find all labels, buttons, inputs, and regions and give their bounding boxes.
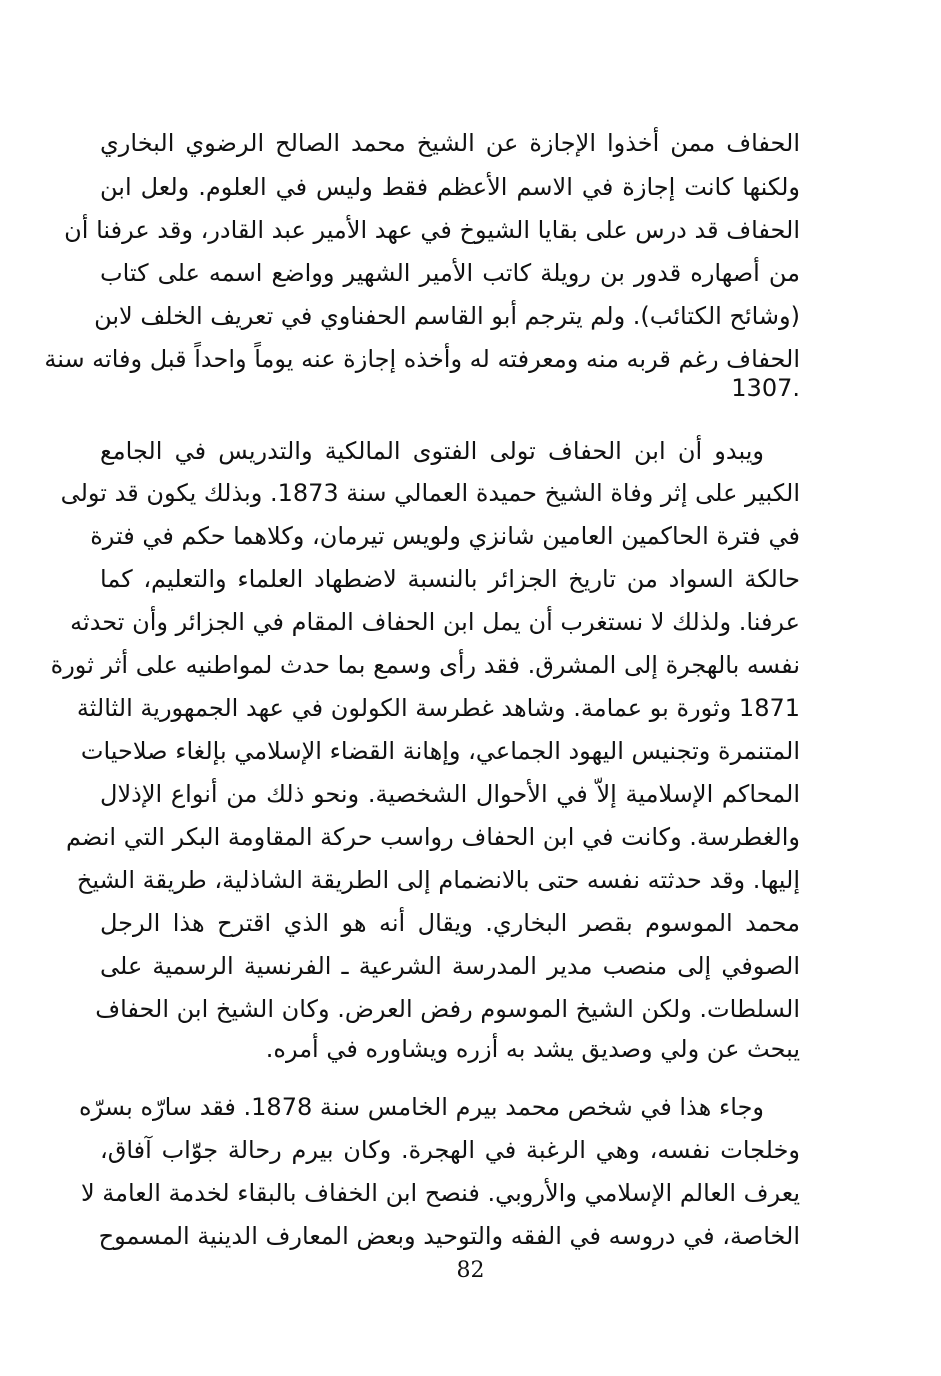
- text-line: نفسه بالهجرة إلى المشرق. فقد رأى وسمع بما حدث لمواطنيه على أثر ثورة: [50, 651, 800, 679]
- text-line: وجاء هذا في شخص محمد بيرم الخامس سنة 1878. فقد سارّه بسرّه: [78, 1093, 764, 1121]
- text-line: الكبير على إثر وفاة الشيخ حميدة العمالي سنة 1873. وبذلك يكون قد تولى: [60, 479, 800, 507]
- text-line: الحفاف ممن أخذوا الإجازة عن الشيخ محمد الصالح الرضوي البخاري: [100, 129, 800, 157]
- text-line: السلطات. ولكن الشيخ الموسوم رفض العرض. وكان الشيخ ابن الحفاف: [95, 995, 800, 1023]
- text-line: الصوفي إلى منصب مدير المدرسة الشرعية ـ الفرنسية الرسمية على: [100, 952, 800, 980]
- text-line: إليها. وقد حدثته نفسه حتى بالانضمام إلى الطريقة الشاذلية، طريقة الشيخ: [76, 866, 800, 894]
- text-line: .1307: [731, 374, 800, 402]
- text-line: في فترة الحاكمين العامين شانزي ولويس تيرمان، وكلاهما حكم في فترة: [90, 522, 800, 550]
- text-line: عرفنا. ولذلك لا نستغرب أن يمل ابن الحفاف المقام في الجزائر وأن تحدثه: [70, 608, 800, 636]
- text-line: الحفاف رغم قربه منه ومعرفته له وأخذه إجازة عنه يوماً واحداً قبل وفاته سنة: [44, 345, 800, 373]
- text-line: يبحث عن ولي وصديق يشد به أزره ويشاوره في أمره.: [265, 1035, 800, 1063]
- text-line: وخلجات نفسه، وهي الرغبة في الهجرة. وكان بيرم رحالة جوّاب آفاق،: [100, 1136, 800, 1164]
- text-line: من أصهاره قدور بن رويلة كاتب الأمير الشهير وواضع اسمه على كتاب: [100, 259, 800, 287]
- text-line: الحفاف قد درس على بقايا الشيوخ في عهد الأمير عبد القادر، وقد عرفنا أن: [64, 216, 800, 244]
- text-line: المحاكم الإسلامية إلاّ في الأحوال الشخصية. ونحو ذلك من أنواع الإذلال: [100, 780, 800, 808]
- text-line: 1871 وثورة بو عمامة. وشاهد غطرسة الكولون في عهد الجمهورية الثالثة: [76, 694, 800, 722]
- text-line: ولكنها كانت إجازة في الاسم الأعظم فقط وليس في العلوم. ولعل ابن: [100, 173, 800, 201]
- text-line: (وشائح الكتائب). ولم يترجم أبو القاسم الحفناوي في تعريف الخلف لابن: [94, 302, 800, 330]
- text-line: يعرف العالم الإسلامي والأروبي. فنصح ابن الخفاف بالبقاء لخدمة العامة لا: [80, 1179, 800, 1207]
- text-line: محمد الموسوم بقصر البخاري. ويقال أنه هو الذي اقترح هذا الرجل: [100, 909, 800, 937]
- text-line: ويبدو أن ابن الحفاف تولى الفتوى المالكية والتدريس في الجامع: [100, 437, 764, 465]
- text-line: حالكة السواد من تاريخ الجزائر بالنسبة لاضطهاد العلماء والتعليم، كما: [100, 565, 800, 593]
- text-line: المتنمرة وتجنيس اليهود الجماعي، وإهانة القضاء الإسلامي بإلغاء صلاحيات: [80, 737, 800, 765]
- text-line: الخاصة، في دروسه في الفقه والتوحيد وبعض المعارف الدينية المسموح: [98, 1222, 800, 1250]
- page-number: 82: [456, 1258, 485, 1283]
- text-line: والغطرسة. وكانت في ابن الحفاف رواسب حركة المقاومة البكر التي انضم: [65, 823, 800, 851]
